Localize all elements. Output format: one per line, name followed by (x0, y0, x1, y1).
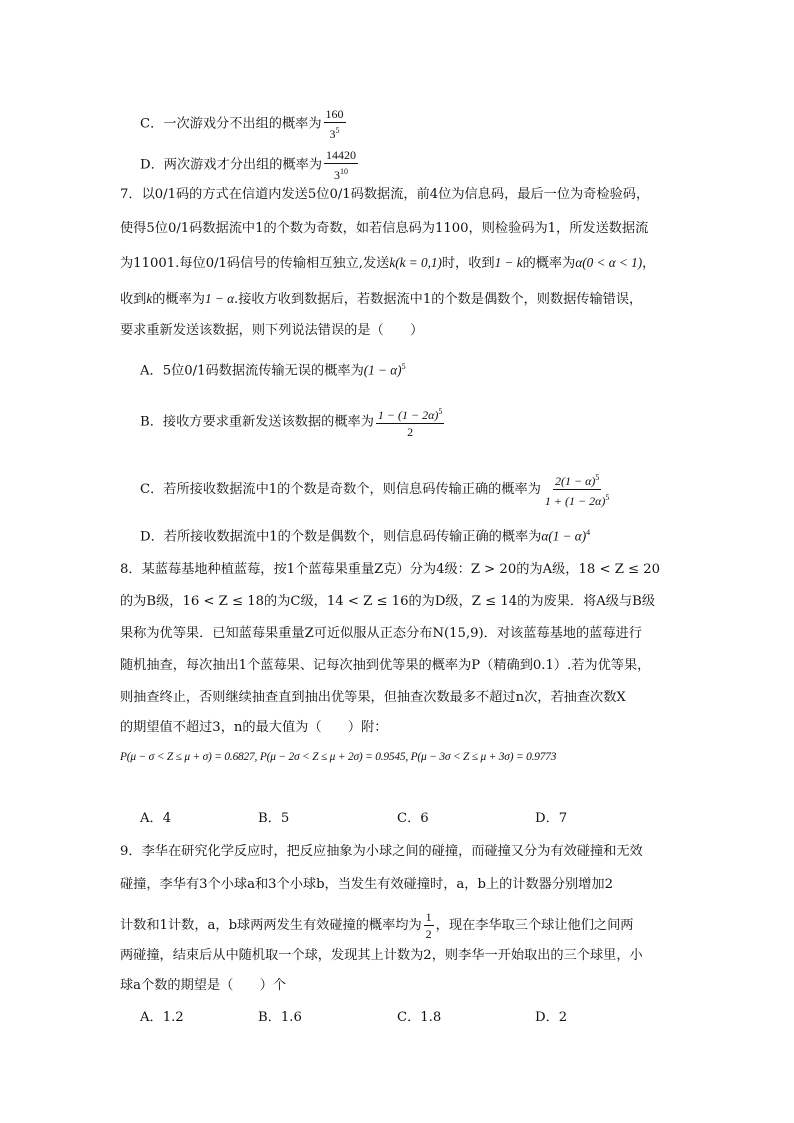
q7-option-d-expr: α(1 − α) (541, 528, 587, 544)
q7-line-2: 使得5位0/1码数据流中1的个数为奇数，如若信息码为1100，则检验码为1，所发送数据流 (120, 221, 649, 236)
q7-option-c-text: C．若所接收数据流中1的个数是奇数个，则信息码传输正确的概率为 (140, 482, 541, 497)
fraction-denominator-base: 3 (329, 127, 336, 141)
q7-line-4-expr: 1 − α (204, 291, 234, 306)
q7-line-4-var: k (146, 291, 153, 306)
q8-line-2: 的为B级，16 < Z ≤ 18的为C级，14 < Z ≤ 16的为D级，Z ≤ 14的为废果．将A级与B级 (120, 594, 656, 609)
fraction-numerator: 14420 (326, 148, 357, 162)
q9-line-2: 碰撞，李华有3个小球a和3个小球b，当发生有效碰撞时，a，b上的计数器分别增加2 (120, 877, 613, 892)
fraction-denominator-exponent: 5 (605, 493, 610, 502)
q6-option-d (140, 148, 360, 182)
q7-line-4-part: .接收方收到数据后，若数据流中1的个数是偶数个，则数据传输错误， (234, 292, 643, 307)
q7-line-3-part: 的概率为 (522, 256, 576, 271)
q6-option-c (140, 107, 348, 141)
q8-line-4: 随机抽查，每次抽出1个蓝莓果、记每次抽到优等果的概率为P（精确到0.1）.若为优等果， (120, 658, 651, 673)
q7-line-4-part: 的概率为 (152, 292, 205, 307)
q7-line-3-var: k (389, 255, 396, 270)
q7-option-c-fraction (543, 471, 612, 508)
q7-line-3-expr: 1 − k (494, 255, 523, 270)
q7-line-3-part: ， (642, 256, 656, 271)
q7-line-5: 要求重新发送该数据，则下列说法错误的是（ ） (120, 323, 424, 338)
q8-option-c: C．6 (397, 811, 429, 826)
q7-option-d-text: D．若所接收数据流中1的个数是偶数个，则信息码传输正确的概率为 (140, 529, 542, 545)
q7-line-3-part: 为11001.每位0/1码信号的传输相互独立,发送 (120, 256, 390, 271)
q7-line-4-part: 收到 (120, 292, 147, 307)
q9-line-1: 9．李华在研究化学反应时，把反应抽象为小球之间的碰撞，而碰撞又分为有效碰撞和无效 (120, 844, 643, 859)
q8-option-d: D．7 (535, 811, 568, 826)
q8-option-b: B．5 (258, 811, 290, 826)
q6-option-d-fraction (324, 148, 358, 182)
fraction-denominator: 2 (407, 425, 414, 439)
fraction-numerator: 2(1 − α) (554, 474, 596, 488)
q8-option-a: A．4 (140, 811, 172, 826)
fraction-denominator-base: 3 (334, 168, 341, 182)
q7-line-3-cond: (k = 0,1) (395, 255, 442, 270)
q9-line-3 (120, 910, 633, 941)
q7-line-3-part: 时，收到 (441, 256, 495, 271)
fraction-numerator: 1 − (1 − 2α) (377, 408, 439, 422)
fraction-numerator: 1 (425, 910, 432, 924)
q8-line-1: 8．某蓝莓基地种植蓝莓，按1个蓝莓果重量Z克）分为4级：Z > 20的为A级，18 < Z ≤ 20 (120, 562, 661, 577)
q8-line-3: 果称为优等果．已知蓝莓果重量Z可近似服从正态分布N(15,9)．对该蓝莓基地的蓝莓进行 (120, 626, 642, 641)
q7-line-3-alpha: α(0 < α < 1) (575, 255, 643, 270)
q8-line-6: 的期望值不超过3，n的最大值为（ ）附： (120, 720, 388, 735)
q7-line-3 (120, 254, 655, 273)
q7-option-a-expr: (1 − α) (363, 362, 402, 378)
q6-option-d-text: D．两次游戏才分出组的概率为 (140, 157, 323, 173)
q7-option-a (140, 358, 406, 380)
q6-option-c-fraction (324, 107, 346, 141)
fraction-denominator: 1 + (1 − 2α) (544, 494, 606, 508)
q7-option-a-exponent: 5 (401, 362, 406, 371)
q9-line-5: 球a个数的期望是（ ）个 (120, 978, 287, 993)
q7-option-b (140, 405, 446, 439)
q9-option-c: C．1.8 (397, 1010, 442, 1025)
q9-line-3-part: 计数和1计数，a，b球两两发生有效碰撞的概率均为 (120, 918, 422, 933)
q9-line-3-part: ，现在李华取三个球让他们之间两 (435, 918, 634, 933)
q7-line-1: 7．以0/1码的方式在信道内发送5位0/1码数据流，前4位为信息码，最后一位为奇检验码， (120, 187, 650, 202)
q7-option-a-text: A．5位0/1码数据流传输无误的概率为 (140, 363, 364, 379)
q7-option-d (140, 524, 590, 546)
q7-option-c (140, 471, 613, 508)
fraction-numerator-exponent: 5 (438, 407, 443, 416)
q8-line-5: 则抽查终止，否则继续抽查直到抽出优等果，但抽查次数最多不超过n次，若抽查次数X (120, 690, 626, 705)
q7-option-b-text: B．接收方要求重新发送该数据的概率为 (140, 414, 374, 430)
q6-option-c-text: C．一次游戏分不出组的概率为 (140, 116, 322, 132)
fraction-denominator-exponent: 10 (340, 167, 349, 176)
fraction-numerator: 160 (325, 107, 344, 121)
q7-line-4 (120, 290, 642, 309)
q9-half-fraction (424, 910, 434, 941)
q9-option-d: D．2 (535, 1010, 568, 1025)
q9-line-4: 两碰撞，结束后从中随机取一个球，发现其上计数为2，则李华一开始取出的三个球里，小 (120, 948, 643, 963)
q8-formula: P(μ − σ < Z ≤ μ + σ) = 0.6827, P(μ − 2σ < Z ≤ μ + 2σ) = 0.9545, P(μ − 3σ < Z ≤ μ + 3σ) = 0.9773 (120, 751, 557, 763)
fraction-numerator-exponent: 5 (595, 473, 600, 482)
fraction-denominator-exponent: 5 (335, 126, 340, 135)
fraction-denominator: 2 (425, 927, 432, 941)
q9-option-b: B．1.6 (258, 1010, 302, 1025)
q7-option-d-exponent: 4 (586, 528, 591, 537)
q9-option-a: A．1.2 (140, 1010, 184, 1025)
q7-option-b-fraction (376, 405, 445, 439)
